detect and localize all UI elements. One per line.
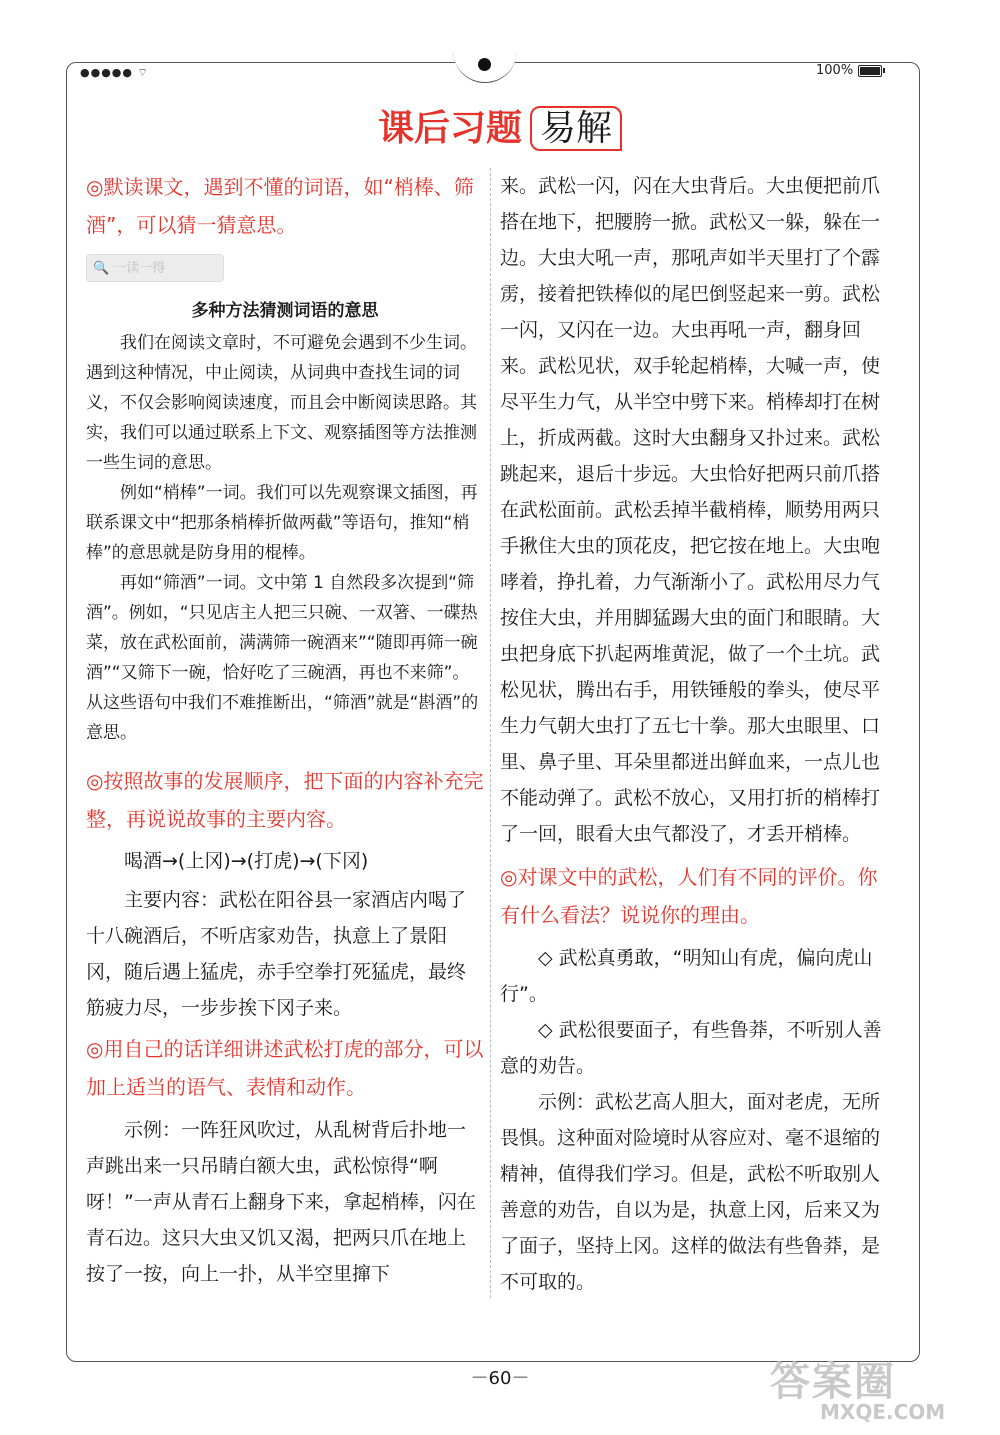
column-divider <box>490 168 491 1298</box>
tip-paragraph-1: 我们在阅读文章时，不可避免会遇到不少生词。遇到这种情况，中止阅读，从词典中查找生词的词义，不仅会影响阅读速度，而且会中断阅读思路。其实，我们可以通过联系上下文、观察插图等方法推测一些生词的意思。 <box>86 333 477 473</box>
tip-ribbon <box>86 254 224 282</box>
battery-percent: 100% <box>816 63 854 78</box>
page-title <box>0 100 1000 151</box>
camera-icon <box>478 58 491 71</box>
question-4: ◎对课文中的武松，人们有不同的评价。你有什么看法？说说你的理由。 <box>500 865 878 927</box>
main-content: 主要内容：武松在阳谷县一家酒店内喝了十八碗酒后，不听店家劝告，执意上了景阳冈，随后遇上猛虎，赤手空拳打死猛虎，最终筋疲力尽，一步步挨下冈子来。 <box>86 889 467 1019</box>
question-1: ◎默读课文，遇到不懂的词语，如“梢棒、筛酒”，可以猜一猜意思。 <box>86 175 474 237</box>
example-1: 示例：一阵狂风吹过，从乱树背后扑地一声跳出来一只吊睛白额大虫，武松惊得“啊呀！”一声从青石上翻身下来，拿起梢棒，闪在青石边。这只大虫又饥又渴，把两只爪在地上按了一按，向上一扑，从半空里撺下 <box>86 1119 476 1285</box>
left-column <box>86 168 484 1292</box>
page-number: －60－ <box>470 1368 530 1389</box>
title-accent: 易解 <box>530 106 622 151</box>
question-3: ◎用自己的话详细讲述武松打虎的部分，可以加上适当的语气、表情和动作。 <box>86 1037 484 1099</box>
right-column <box>500 168 896 1300</box>
battery-icon <box>858 65 882 77</box>
tip-paragraph-3: 再如“筛酒”一词。文中第 1 自然段多次提到“筛酒”。例如，“只见店主人把三只碗、一双箸、一碟热菜，放在武松面前，满满筛一碗酒来”“随即再筛一碗酒”“又筛下一碗，恰好吃了三碗酒，再也不来筛”。从这些语句中我们不难推断出，“筛酒”就是“斟酒”的意思。 <box>86 573 479 743</box>
ribbon-label: 一读一得 <box>113 260 166 276</box>
watermark-logo: 答案圈 <box>770 1359 896 1405</box>
search-icon: 🔍 <box>93 260 110 276</box>
title-main: 课后习题 <box>377 108 522 149</box>
tip-subtitle: 多种方法猜测词语的意思 <box>191 301 379 321</box>
tip-paragraph-2: 例如“梢棒”一词。我们可以先观察课文插图，再联系课文中“把那条梢棒折做两截”等语句，推知“梢棒”的意思就是防身用的棍棒。 <box>86 483 478 563</box>
battery-status <box>816 63 882 78</box>
watermark-url: MXQE.COM <box>820 1400 946 1424</box>
example-1-continued: 来。武松一闪，闪在大虫背后。大虫便把前爪搭在地下，把腰胯一掀。武松又一躲，躲在一边。大虫大吼一声，那吼声如半天里打了个霹雳，接着把铁棒似的尾巴倒竖起来一剪。武松一闪，又闪在一边。大虫再吼一声，翻身回来。武松见状，双手轮起梢棒，大喊一声，使尽平生力气，从半空中劈下来。梢棒却打在树上，折成两截。这时大虫翻身又扑过来。武松跳起来，退后十步远。大虫恰好把两只前爪搭在武松面前。武松丢掉半截梢棒，顺势用两只手揪住大虫的顶花皮，把它按在地上。大虫咆哮着，挣扎着，力气渐渐小了。武松用尽力气按住大虫，并用脚猛踢大虫的面门和眼睛。大虫把身底下扒起两堆黄泥，做了一个土坑。武松见状，腾出右手，用铁锤般的拳头，使尽平生力气朝大虫打了五七十拳。那大虫眼里、口里、鼻子里、耳朵里都迸出鲜血来，一点儿也不能动弹了。武松不放心，又用打折的梢棒打了一回，眼看大虫气都没了，才丢开梢棒。 <box>500 175 881 845</box>
opinion-1: ◇ 武松真勇敢，“明知山有虎，偏向虎山行”。 <box>500 947 873 1005</box>
opinion-2: ◇ 武松很要面子，有些鲁莽，不听别人善意的劝告。 <box>500 1019 882 1077</box>
signal-icon: ●●●●● ⌔ <box>80 66 149 79</box>
example-2: 示例：武松艺高人胆大，面对老虎，无所畏惧。这种面对险境时从容应对、毫不退缩的精神，值得我们学习。但是，武松不听取别人善意的劝告，自以为是，执意上冈，后来又为了面子，坚持上冈。这样的做法有些鲁莽，是不可取的。 <box>500 1091 881 1293</box>
question-2: ◎按照故事的发展顺序，把下面的内容补充完整，再说说故事的主要内容。 <box>86 769 484 831</box>
story-sequence: 喝酒→(上冈)→(打虎)→(下冈) <box>124 850 369 872</box>
